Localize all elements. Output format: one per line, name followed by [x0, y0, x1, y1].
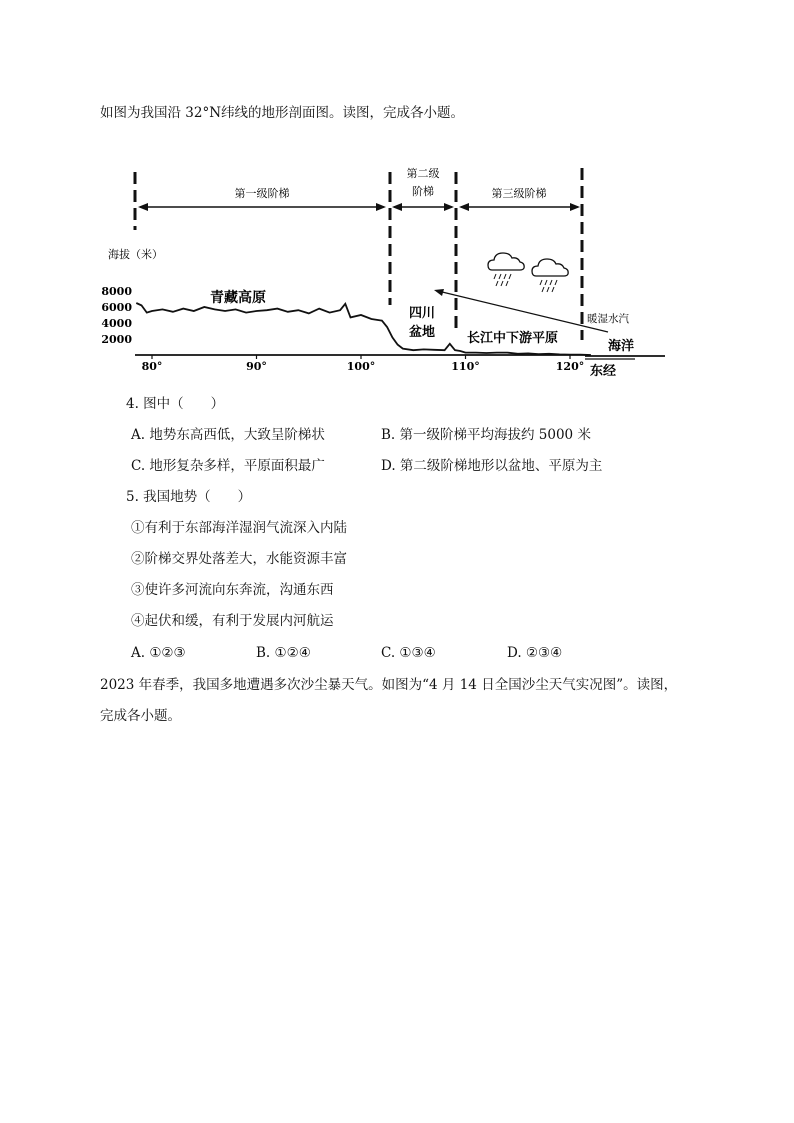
- terrain-profile-line: [136, 303, 591, 355]
- question-4-option-a: A. 地势东高西低，大致呈阶梯状: [131, 427, 325, 443]
- ocean-label: 海洋: [608, 339, 635, 354]
- step3-label: 第三级阶梯: [491, 187, 547, 200]
- x-tick-label: 100°: [346, 360, 376, 373]
- question-4-option-d: D. 第二级阶梯地形以盆地、平原为主: [381, 458, 603, 474]
- question-5-statement-4: ④起伏和缓，有利于发展内河航运: [131, 613, 334, 629]
- x-tick-label: 80°: [141, 360, 163, 373]
- intro-text-2-line-1: 2023 年春季，我国多地遭遇多次沙尘暴天气。如图为“4 月 14 日全国沙尘天气实况图”。读图，: [100, 677, 678, 693]
- y-axis-label: 海拔（米）: [108, 248, 163, 261]
- question-5-option-b: B. ①②④: [256, 645, 311, 661]
- question-4-option-b: B. 第一级阶梯平均海拔约 5000 米: [381, 427, 591, 443]
- basin-label-2: 盆地: [409, 325, 436, 340]
- y-tick-label: 4000: [101, 317, 132, 330]
- terrain-profile-figure: [100, 160, 680, 392]
- east-longitude-label: 东经: [590, 364, 617, 379]
- x-tick-label: 110°: [451, 360, 480, 373]
- question-5-option-c: C. ①③④: [381, 645, 436, 661]
- intro-text-2-line-2: 完成各小题。: [100, 708, 181, 724]
- step2-arrow-head-left: [392, 203, 402, 211]
- question-5-statement-3: ③使许多河流向东奔流，沟通东西: [131, 582, 334, 598]
- vapor-label: 暖湿水汽: [587, 313, 629, 325]
- question-5-statement-1: ①有利于东部海洋湿润气流深入内陆: [131, 520, 347, 536]
- intro-text: 如图为我国沿 32°N纬线的地形剖面图。读图，完成各小题。: [100, 105, 465, 121]
- step3-arrow-head-left: [459, 203, 469, 211]
- y-tick-label: 6000: [101, 301, 132, 314]
- step2-arrow-head-right: [444, 203, 454, 211]
- step2-label-line2: 阶梯: [412, 185, 434, 198]
- plain-label: 长江中下游平原: [467, 331, 559, 346]
- question-5-option-a: A. ①②③: [131, 645, 186, 661]
- question-5-stem: 5. 我国地势（ ）: [126, 489, 252, 505]
- question-5-option-d: D. ②③④: [507, 645, 563, 661]
- step3-arrow-head-right: [570, 203, 580, 211]
- step1-arrow-head-left: [138, 203, 148, 211]
- question-4-stem: 4. 图中（ ）: [126, 396, 225, 412]
- moisture-arrow-head: [434, 289, 444, 296]
- step1-label: 第一级阶梯: [234, 187, 290, 200]
- y-tick-label: 8000: [101, 285, 132, 298]
- question-4-option-c: C. 地形复杂多样，平原面积最广: [131, 458, 325, 474]
- step2-label-line1: 第二级: [406, 167, 440, 180]
- step1-arrow-head-right: [376, 203, 386, 211]
- rain-cloud-icon: [532, 259, 568, 292]
- question-5-statement-2: ②阶梯交界处落差大，水能资源丰富: [131, 551, 347, 567]
- x-tick-label: 120°: [555, 360, 585, 373]
- x-tick-label: 90°: [246, 360, 267, 373]
- terrain-profile-svg: [100, 160, 680, 392]
- y-tick-label: 2000: [101, 333, 132, 346]
- plateau-label: 青藏高原: [210, 290, 266, 306]
- rain-cloud-icon: [488, 253, 524, 286]
- basin-label-1: 四川: [409, 306, 436, 321]
